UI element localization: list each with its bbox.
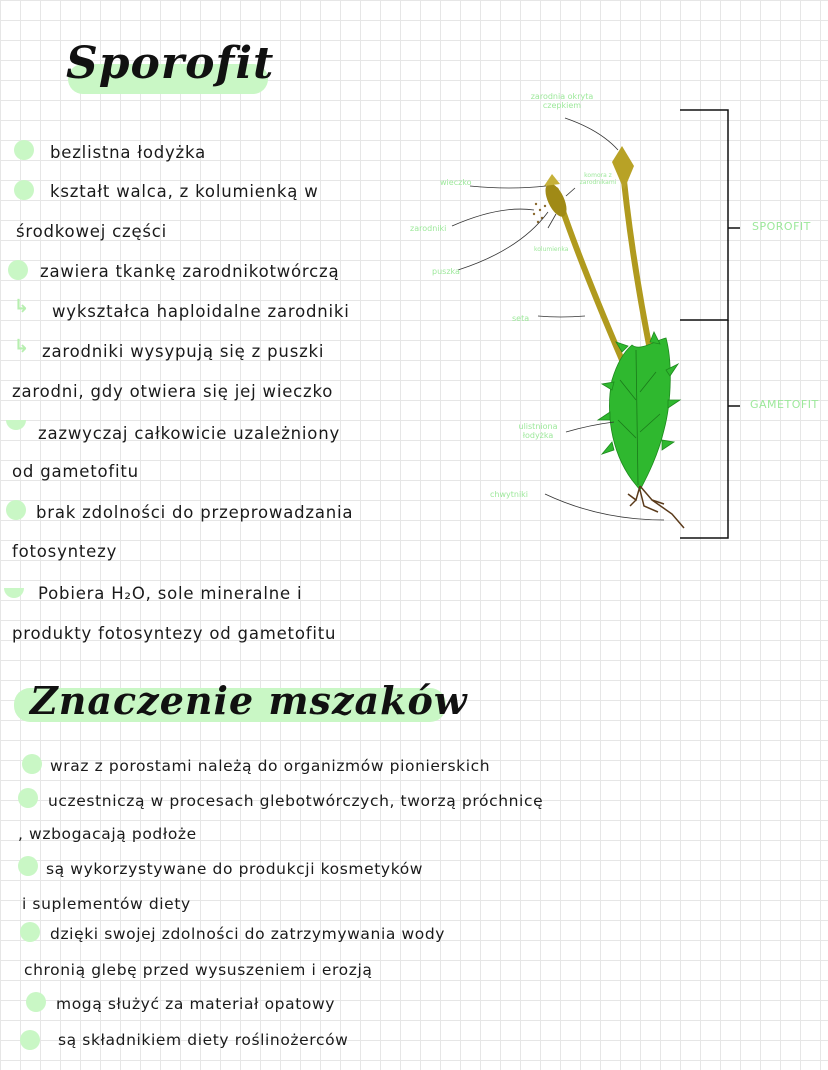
arrow-bullet-icon: ↳ [14,336,30,357]
arrow-bullet-icon: ↳ [14,296,30,317]
page-title: Sporofit [66,38,275,89]
list-item-continuation: chronią glebę przed wysuszeniem i erozją [24,961,373,979]
list-item-continuation: fotosyntezy [12,542,118,561]
list-item: wykształca haploidalne zarodniki [52,302,350,321]
label-gametofit: GAMETOFIT [750,398,819,411]
list-item-continuation: środkowej części [16,222,168,241]
bullet-dot [22,754,42,774]
list-item: zawiera tkankę zarodnikotwórczą [40,262,340,281]
label-chwytniki: chwytniki [490,490,529,499]
list-item: brak zdolności do przeprowadzania [36,503,354,522]
label-puszka: puszka [432,267,460,276]
label-wieczko: wieczko [440,178,472,187]
list-item-continuation: od gametofitu [12,462,139,481]
label-ulistniona: ulistniona łodyżka [518,422,558,440]
list-item-continuation: zarodni, gdy otwiera się jej wieczko [12,382,334,401]
bullet-dot [26,992,46,1012]
label-zarodnia: zarodnia okryta czepkiem [530,92,594,110]
list-item: zazwyczaj całkowicie uzależniony [38,424,341,443]
bullet-dot [20,922,40,942]
label-seta: seta [512,314,530,323]
list-item: Pobiera H₂O, sole mineralne i [38,584,303,603]
list-item: dzięki swojej zdolności do zatrzymywania wody [50,925,446,943]
bullet-dot [18,788,38,808]
list-item: wraz z porostami należą do organizmów pionierskich [50,757,491,775]
label-kolumienka: kolumienka [534,246,569,253]
capsule-lid [544,174,560,186]
list-item-continuation: produkty fotosyntezy od gametofitu [12,624,337,643]
label-sporofit: SPOROFIT [752,220,811,233]
list-item-continuation: , wzbogacają podłoże [18,825,197,843]
rhizoids [628,486,684,528]
label-komora: komora z zarodnikami [579,172,617,186]
spores [533,203,546,223]
leafy-stem [598,332,680,490]
seta-left [556,190,622,360]
list-item: są składnikiem diety roślinożerców [58,1031,349,1049]
gametofit-bracket [680,320,740,538]
label-zarodniki: zarodniki [410,224,447,233]
list-item: zarodniki wysypują się z puszki [42,342,325,361]
seta-right [622,160,652,360]
section-title: Znaczenie mszaków [30,678,468,723]
bullet-dot [18,856,38,876]
bullet-dot [20,1030,40,1050]
list-item: kształt walca, z kolumienką w [50,182,319,201]
list-item: mogą służyć za materiał opatowy [56,995,336,1013]
list-item: bezlistna łodyżka [50,143,206,162]
list-item: uczestniczą w procesach glebotwórczych, tworzą próchnicę [48,792,544,810]
list-item-continuation: i suplementów diety [22,895,191,913]
list-item: są wykorzystywane do produkcji kosmetyków [46,860,424,878]
sporofit-bracket [680,110,740,320]
